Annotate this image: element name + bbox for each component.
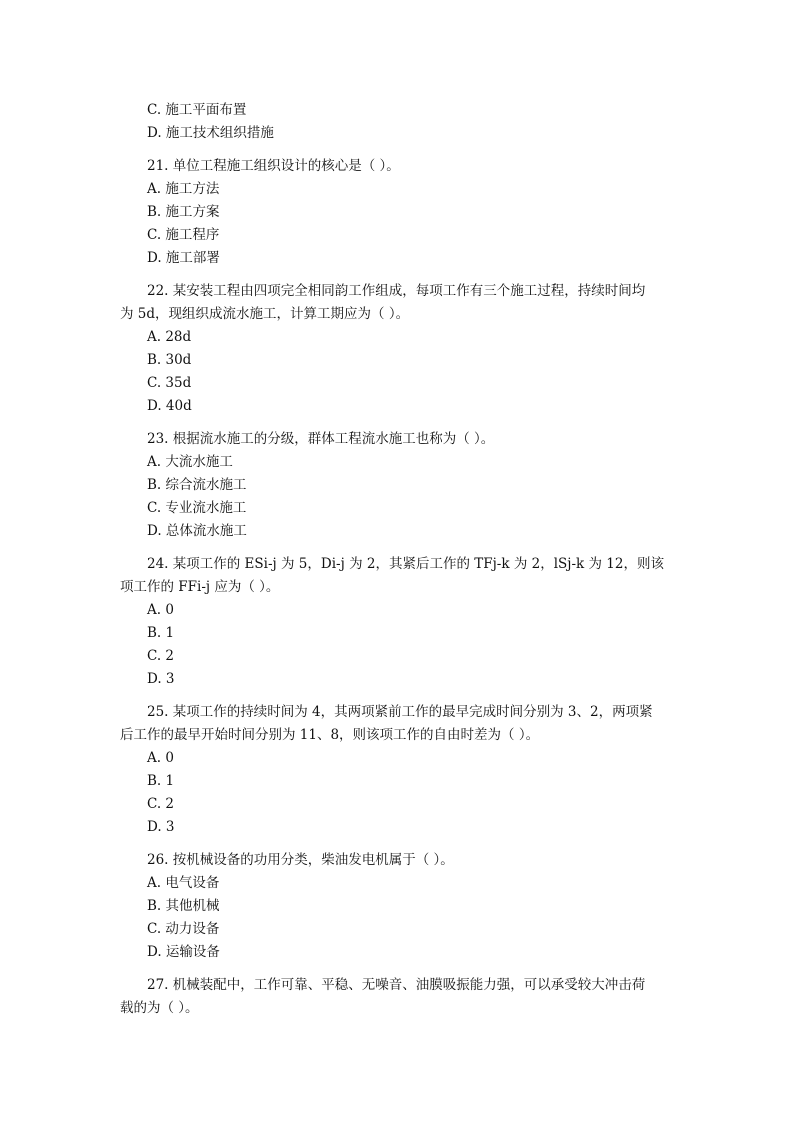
option-d: D. 40d [147, 398, 192, 414]
option-d: D. 3 [147, 671, 175, 687]
question-27-continued: 载的为（ ）。 [120, 1000, 199, 1016]
option-b: B. 1 [147, 773, 175, 789]
question-21: 21. 单位工程施工组织设计的核心是（ ）。 [147, 158, 400, 174]
option-d: D. 运输设备 [147, 944, 220, 960]
option-d: D. 施工部署 [147, 250, 220, 266]
question-27: 27. 机械装配中，工作可靠、平稳、无噪音、油膜吸振能力强，可以承受较大冲击荷 [147, 977, 646, 993]
question-25-continued: 后工作的最早开始时间分别为 11、8，则该项工作的自由时差为（ ）。 [120, 727, 540, 743]
question-25: 25. 某项工作的持续时间为 4，其两项紧前工作的最早完成时间分别为 3、2，两项紧 [147, 704, 653, 720]
option-b: B. 30d [147, 352, 192, 368]
question-24-continued: 项工作的 FFi-j 应为（ ）。 [120, 579, 280, 595]
option-a: A. 0 [147, 750, 174, 766]
question-24: 24. 某项工作的 ESi-j 为 5，Di-j 为 2，其紧后工作的 TFj-k 为 2，lSj-k 为 12，则该 [147, 556, 664, 572]
option-b: B. 其他机械 [147, 898, 220, 914]
option-a: A. 0 [147, 602, 174, 618]
option-c: C. 35d [147, 375, 192, 391]
option-c: C. 动力设备 [147, 921, 220, 937]
question-23: 23. 根据流水施工的分级，群体工程流水施工也称为（ ）。 [147, 431, 495, 447]
option-b: B. 综合流水施工 [147, 477, 247, 493]
option-c: C. 施工程序 [147, 227, 220, 243]
option-a: A. 电气设备 [147, 875, 220, 891]
question-22: 22. 某安装工程由四项完全相同韵工作组成，每项工作有三个施工过程，持续时间均 [147, 283, 646, 299]
option-c: C. 2 [147, 648, 175, 664]
question-22-continued: 为 5d，现组织成流水施工，计算工期应为（ ）。 [120, 306, 410, 322]
option-a: A. 大流水施工 [147, 454, 233, 470]
option-c: C. 施工平面布置 [147, 102, 247, 118]
option-c: C. 专业流水施工 [147, 500, 247, 516]
question-26: 26. 按机械设备的功用分类，柴油发电机属于（ ）。 [147, 852, 454, 868]
option-b: B. 施工方案 [147, 204, 220, 220]
option-d: D. 3 [147, 819, 175, 835]
option-d: D. 施工技术组织措施 [147, 125, 274, 141]
option-a: A. 28d [147, 329, 192, 345]
option-a: A. 施工方法 [147, 181, 220, 197]
option-c: C. 2 [147, 796, 175, 812]
option-d: D. 总体流水施工 [147, 523, 247, 539]
option-b: B. 1 [147, 625, 175, 641]
